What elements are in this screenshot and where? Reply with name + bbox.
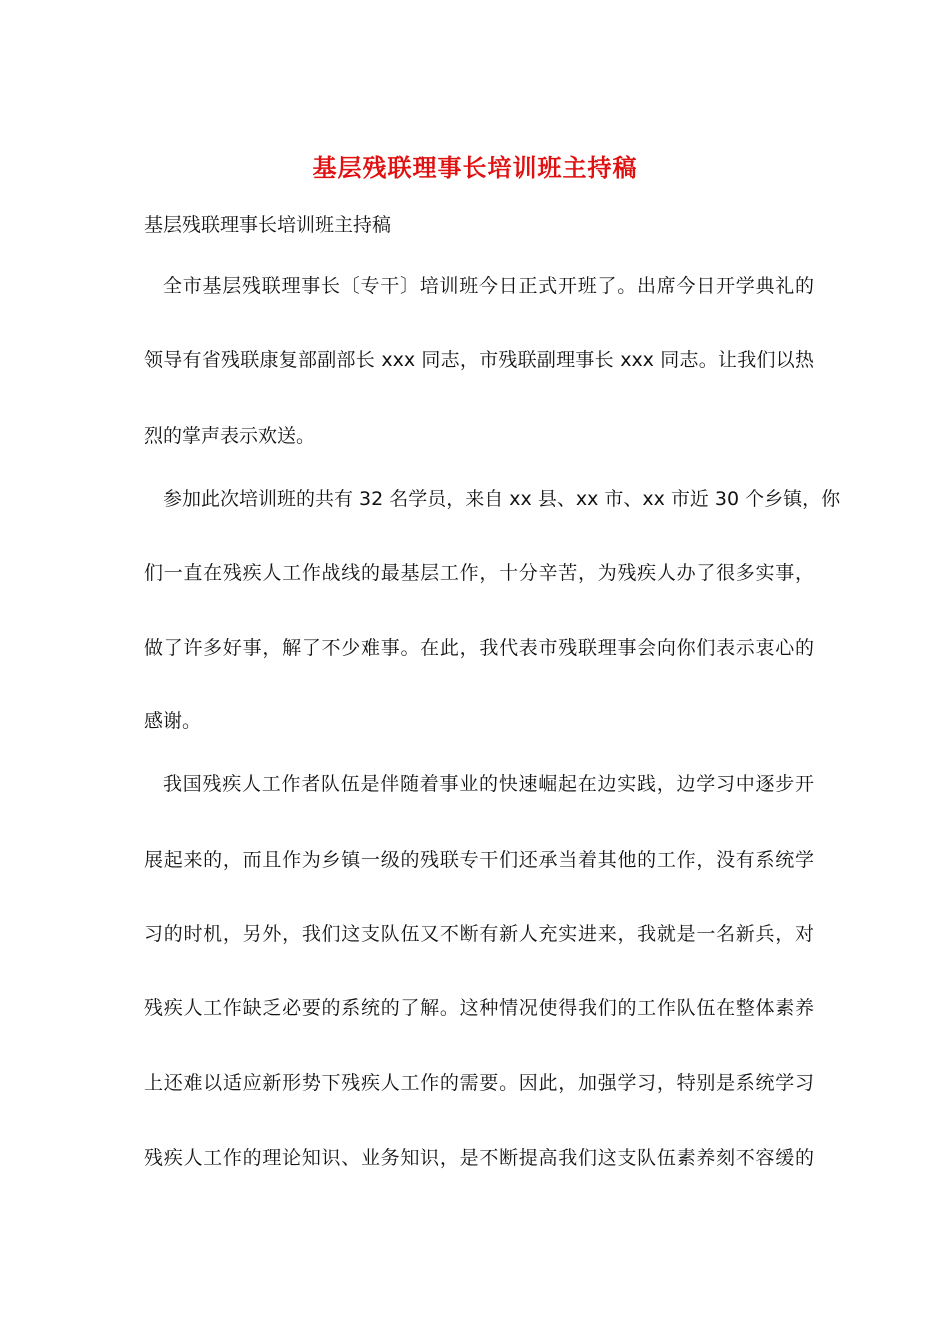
paragraph-line: 习的时机，另外，我们这支队伍又不断有新人充实进来，我就是一名新兵，对 — [144, 923, 814, 945]
paragraph-line: 我国残疾人工作者队伍是伴随着事业的快速崛起在边实践，边学习中逐步开 — [163, 773, 814, 795]
paragraph-line: 们一直在残疾人工作战线的最基层工作，十分辛苦，为残疾人办了很多实事， — [144, 562, 814, 584]
paragraph-line: 上还难以适应新形势下残疾人工作的需要。因此，加强学习，特别是系统学习 — [144, 1072, 814, 1094]
paragraph-line: 残疾人工作的理论知识、业务知识，是不断提高我们这支队伍素养刻不容缓的 — [144, 1147, 814, 1169]
paragraph-line: 做了许多好事，解了不少难事。在此，我代表市残联理事会向你们表示衷心的 — [144, 637, 814, 659]
paragraph-line: 全市基层残联理事长〔专干〕培训班今日正式开班了。出席今日开学典礼的 — [163, 275, 814, 297]
document-title: 基层残联理事长培训班主持稿 — [312, 153, 638, 182]
paragraph-line: 参加此次培训班的共有 32 名学员，来自 xx 县、xx 市、xx 市近 30 个乡镇，你 — [163, 488, 841, 510]
paragraph-line: 展起来的，而且作为乡镇一级的残联专干们还承当着其他的工作，没有系统学 — [144, 849, 814, 871]
paragraph-line: 残疾人工作缺乏必要的系统的了解。这种情况使得我们的工作队伍在整体素养 — [144, 997, 814, 1019]
paragraph-line: 领导有省残联康复部副部长 xxx 同志，市残联副理事长 xxx 同志。让我们以热 — [144, 349, 814, 371]
paragraph-line: 感谢。 — [144, 710, 202, 732]
paragraph-line: 烈的掌声表示欢送。 — [144, 425, 316, 447]
document-subtitle: 基层残联理事长培训班主持稿 — [144, 214, 392, 236]
